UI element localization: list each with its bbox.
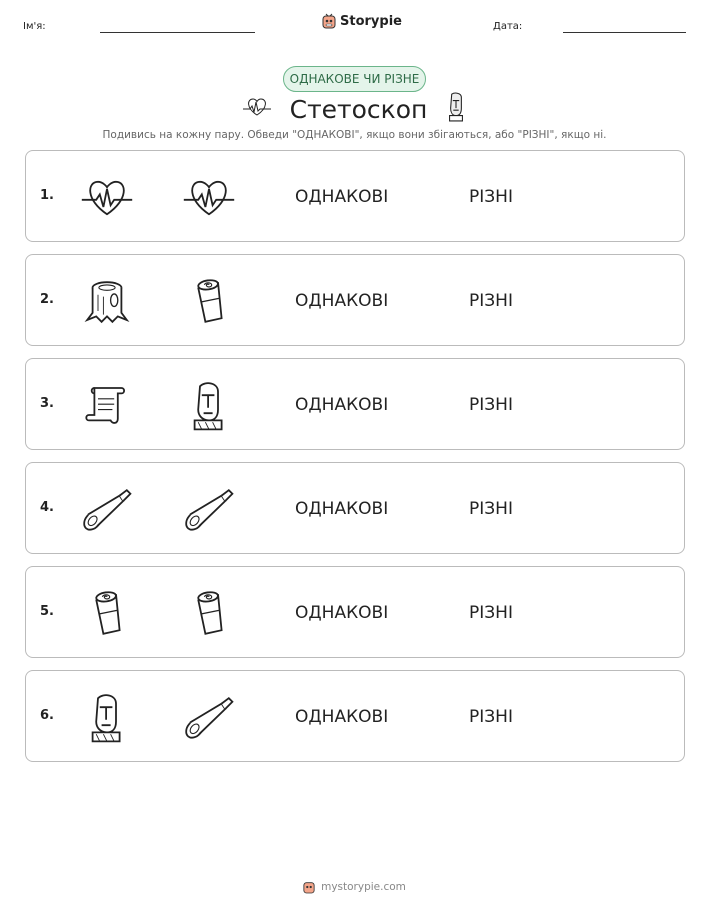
footer [0,880,709,894]
question-number: 4. [40,500,54,515]
title-row [0,92,709,126]
storypie-logo-icon [322,13,336,29]
option-different[interactable]: РІЗНІ [469,603,513,623]
question-number: 3. [40,396,54,411]
option-same[interactable]: ОДНАКОВІ [295,291,389,311]
roll-icon [182,587,236,641]
trumpet-icon [182,483,236,537]
date-field[interactable] [563,32,686,33]
option-same[interactable]: ОДНАКОВІ [295,603,389,623]
page-title: Стетоскоп [289,94,428,124]
trumpet-icon [80,483,134,537]
question-card [25,462,685,554]
option-different[interactable]: РІЗНІ [469,395,513,415]
name-label: Ім'я: [23,21,46,32]
option-different[interactable]: РІЗНІ [469,187,513,207]
question-card [25,254,685,346]
option-same[interactable]: ОДНАКОВІ [295,499,389,519]
question-card [25,358,685,450]
scroll-icon [80,379,134,433]
question-card [25,566,685,658]
moai-icon [80,691,134,745]
option-same[interactable]: ОДНАКОВІ [295,395,389,415]
moai-icon [182,379,236,433]
date-label: Дата: [493,21,523,32]
question-number: 1. [40,188,54,203]
question-card [25,150,685,242]
option-same[interactable]: ОДНАКОВІ [295,707,389,727]
brand-logo [322,13,402,29]
footer-url[interactable]: mystorypie.com [321,881,406,893]
roll-icon [80,587,134,641]
option-different[interactable]: РІЗНІ [469,707,513,727]
heartbeat-icon [80,171,134,225]
question-number: 2. [40,292,54,307]
heartbeat-icon [242,97,272,121]
option-different[interactable]: РІЗНІ [469,499,513,519]
worksheet-type-badge: ОДНАКОВЕ ЧИ РІЗНЕ [283,66,426,92]
question-number: 5. [40,604,54,619]
moai-icon [445,92,467,126]
question-number: 6. [40,708,54,723]
name-field[interactable] [100,32,255,33]
brand-name: Storypie [340,13,402,29]
heartbeat-icon [182,171,236,225]
stump-icon [80,275,134,329]
option-different[interactable]: РІЗНІ [469,291,513,311]
trumpet-icon [182,691,236,745]
option-same[interactable]: ОДНАКОВІ [295,187,389,207]
question-card [25,670,685,762]
storypie-logo-icon [303,880,315,894]
roll-icon [182,275,236,329]
instruction-text: Подивись на кожну пару. Обведи "ОДНАКОВІ", якщо вони збігаються, або "РІЗНІ", якщо ні. [102,129,607,141]
